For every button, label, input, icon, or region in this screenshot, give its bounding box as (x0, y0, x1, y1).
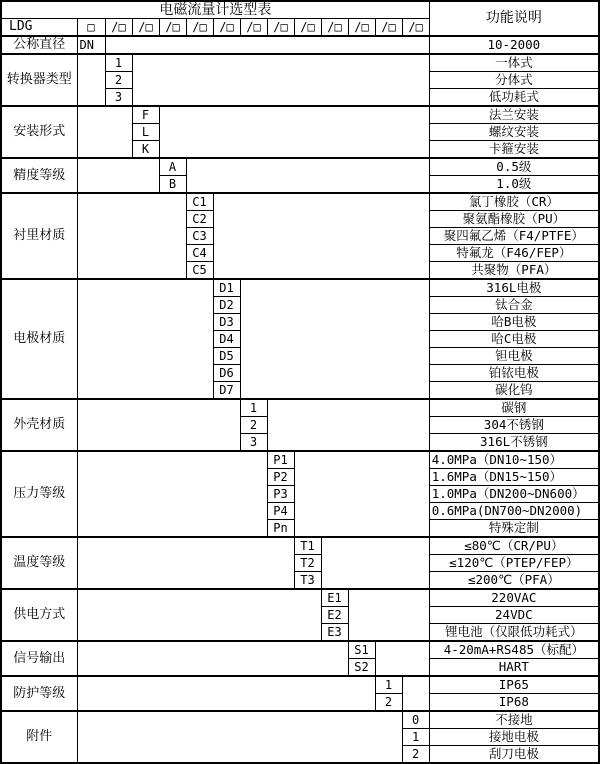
function-desc: 220VAC (429, 589, 599, 607)
model-code-slot: /□ (159, 19, 186, 37)
function-desc: 一体式 (429, 54, 599, 72)
function-desc: 螺纹安装 (429, 124, 599, 141)
spacer-cell (77, 711, 402, 763)
model-code-slot: /□ (402, 19, 429, 37)
function-desc: ≤80℃（CR/PU） (429, 537, 599, 555)
code-cell: C2 (186, 211, 213, 228)
category-label: 衬里材质 (1, 193, 77, 279)
code-cell: P2 (267, 469, 294, 486)
spacer-cell (77, 193, 186, 279)
category-label: 电极材质 (1, 279, 77, 399)
model-code-slot: /□ (294, 19, 321, 37)
function-desc: 分体式 (429, 72, 599, 89)
spacer-cell (294, 451, 429, 537)
model-code-slot: /□ (375, 19, 402, 37)
spacer-cell (77, 641, 348, 676)
code-cell: E3 (321, 624, 348, 642)
category-label: 精度等级 (1, 158, 77, 193)
spacer-cell (77, 399, 240, 451)
code-cell: D1 (213, 279, 240, 297)
spacer-cell (159, 106, 429, 158)
spacer-cell (321, 537, 429, 589)
code-cell: A (159, 158, 186, 176)
model-prefix: LDG (1, 19, 77, 37)
code-cell: 2 (240, 417, 267, 434)
function-desc: IP65 (429, 676, 599, 694)
function-desc: 0.5级 (429, 158, 599, 176)
function-desc: 钽电极 (429, 348, 599, 365)
code-cell: S1 (348, 641, 375, 659)
code-cell: L (132, 124, 159, 141)
code-cell: D2 (213, 297, 240, 314)
function-desc: 0.6MPa(DN700~DN2000) (429, 503, 599, 520)
model-code-slot: /□ (267, 19, 294, 37)
spacer-cell (77, 589, 321, 641)
spacer-cell (267, 399, 429, 451)
code-cell: 2 (105, 72, 132, 89)
code-cell: D7 (213, 382, 240, 400)
spacer-cell (348, 589, 429, 641)
function-desc: 特殊定制 (429, 520, 599, 538)
code-cell: Pn (267, 520, 294, 538)
code-cell: T1 (294, 537, 321, 555)
category-label: 转换器类型 (1, 54, 77, 106)
code-cell: 3 (240, 434, 267, 452)
function-desc: 卡箍安装 (429, 141, 599, 159)
function-desc: 哈B电极 (429, 314, 599, 331)
code-cell: T2 (294, 555, 321, 572)
category-label: 供电方式 (1, 589, 77, 641)
spacer-cell (77, 158, 159, 193)
model-code-slot: /□ (321, 19, 348, 37)
spacer-cell (77, 537, 294, 589)
code-cell: 0 (402, 711, 429, 729)
function-desc: 聚四氟乙烯（F4/PTFE） (429, 228, 599, 245)
code-cell: S2 (348, 659, 375, 677)
spacer-cell (77, 106, 132, 158)
code-cell: D6 (213, 365, 240, 382)
code-cell: 1 (402, 729, 429, 746)
function-desc: 刮刀电极 (429, 746, 599, 764)
code-cell: K (132, 141, 159, 159)
spacer-cell (213, 193, 429, 279)
function-desc: 哈C电极 (429, 331, 599, 348)
spacer-cell (77, 279, 213, 399)
function-desc: 1.0MPa（DN200~DN600） (429, 486, 599, 503)
category-label: 外壳材质 (1, 399, 77, 451)
spacer-cell (77, 676, 375, 711)
spacer-cell (132, 54, 429, 106)
function-desc: 共聚物（PFA） (429, 262, 599, 280)
function-desc: 24VDC (429, 607, 599, 624)
category-label: 信号输出 (1, 641, 77, 676)
code-cell: 1 (240, 399, 267, 417)
function-desc: 碳钢 (429, 399, 599, 417)
function-desc: 锂电池（仅限低功耗式） (429, 624, 599, 642)
spacer-cell (402, 676, 429, 711)
category-label: 压力等级 (1, 451, 77, 537)
function-desc: 316L电极 (429, 279, 599, 297)
function-desc: 4.0MPa（DN10~150） (429, 451, 599, 469)
function-desc: 接地电极 (429, 729, 599, 746)
spacer-cell (375, 641, 429, 676)
code-cell: C3 (186, 228, 213, 245)
category-label: 温度等级 (1, 537, 77, 589)
function-desc: 低功耗式 (429, 89, 599, 107)
spacer-cell (77, 451, 267, 537)
code-cell: P1 (267, 451, 294, 469)
function-desc: ≤120℃（PTEP/FEP） (429, 555, 599, 572)
function-desc: 1.0级 (429, 176, 599, 194)
model-code-slot: /□ (213, 19, 240, 37)
model-code-slot: /□ (186, 19, 213, 37)
spacer-cell (105, 36, 429, 54)
function-desc: 法兰安装 (429, 106, 599, 124)
function-desc: IP68 (429, 694, 599, 712)
model-code-slot: /□ (240, 19, 267, 37)
code-cell: E1 (321, 589, 348, 607)
code-cell: DN (77, 36, 105, 54)
code-cell: 3 (105, 89, 132, 107)
function-desc: 316L不锈钢 (429, 434, 599, 452)
model-code-slot: /□ (132, 19, 159, 37)
function-desc: ≤200℃（PFA） (429, 572, 599, 590)
code-cell: P3 (267, 486, 294, 503)
function-desc: 10-2000 (429, 36, 599, 54)
model-code-box: □ (77, 19, 105, 37)
function-column-header: 功能说明 (429, 1, 599, 36)
category-label: 防护等级 (1, 676, 77, 711)
function-desc: 4-20mA+RS485（标配） (429, 641, 599, 659)
code-cell: F (132, 106, 159, 124)
code-cell: C1 (186, 193, 213, 211)
code-cell: D5 (213, 348, 240, 365)
category-label: 附件 (1, 711, 77, 763)
category-label: 公称直径 (1, 36, 77, 54)
code-cell: 2 (375, 694, 402, 712)
code-cell: E2 (321, 607, 348, 624)
function-desc: 碳化钨 (429, 382, 599, 400)
table-title: 电磁流量计选型表 (1, 1, 429, 19)
code-cell: D3 (213, 314, 240, 331)
function-desc: 1.6MPa（DN15~150） (429, 469, 599, 486)
function-desc: 铂铱电极 (429, 365, 599, 382)
function-desc: 聚氨酯橡胶（PU） (429, 211, 599, 228)
spacer-cell (77, 54, 105, 106)
model-code-slot: /□ (348, 19, 375, 37)
spacer-cell (240, 279, 429, 399)
function-desc: HART (429, 659, 599, 677)
code-cell: T3 (294, 572, 321, 590)
code-cell: C4 (186, 245, 213, 262)
spacer-cell (186, 158, 429, 193)
code-cell: C5 (186, 262, 213, 280)
code-cell: D4 (213, 331, 240, 348)
function-desc: 不接地 (429, 711, 599, 729)
code-cell: 2 (402, 746, 429, 764)
function-desc: 304不锈钢 (429, 417, 599, 434)
function-desc: 氯丁橡胶（CR） (429, 193, 599, 211)
category-label: 安装形式 (1, 106, 77, 158)
code-cell: P4 (267, 503, 294, 520)
code-cell: 1 (105, 54, 132, 72)
model-code-slot: /□ (105, 19, 132, 37)
code-cell: 1 (375, 676, 402, 694)
code-cell: B (159, 176, 186, 194)
function-desc: 钛合金 (429, 297, 599, 314)
function-desc: 特氟龙（F46/FEP） (429, 245, 599, 262)
